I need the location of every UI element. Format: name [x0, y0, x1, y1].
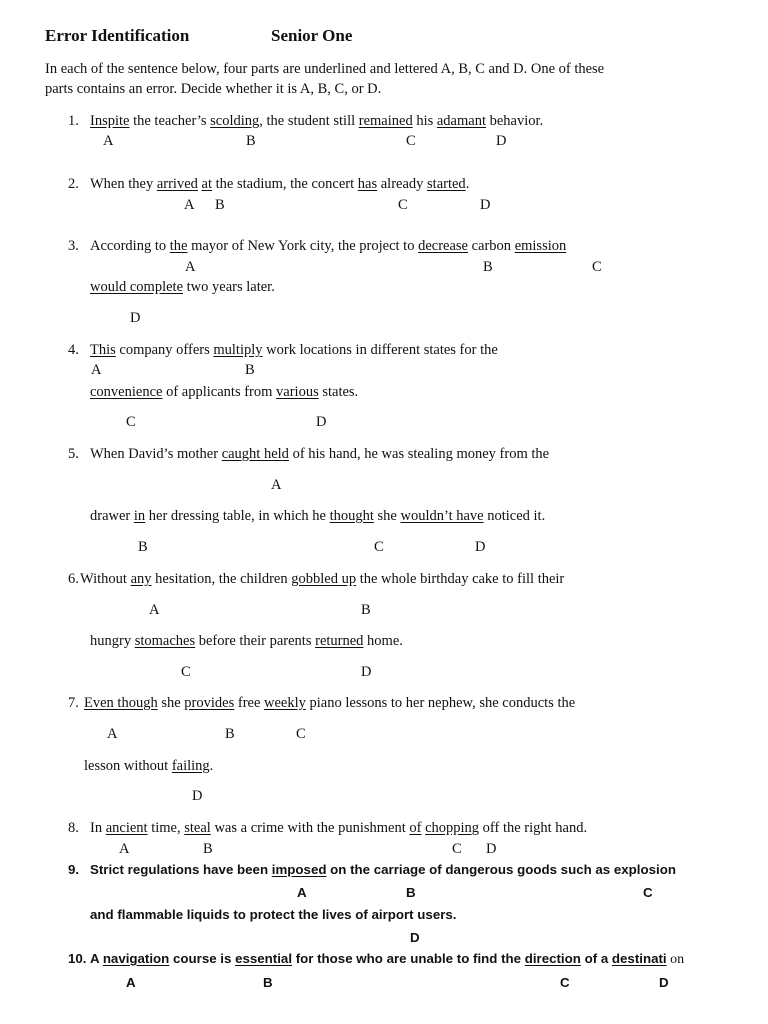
q4-part-b: multiply: [213, 342, 263, 358]
q7-letter-b: B: [225, 726, 235, 742]
question-1-number: 1.: [68, 113, 79, 129]
q3-letter-d: D: [130, 310, 141, 326]
q3-part-c: emission: [514, 238, 567, 254]
q2-part-a: arrived: [156, 176, 198, 192]
q10-part-c: direction: [524, 951, 581, 966]
question-1-sentence: Inspite the teacher’s scolding, the student still remained his adamant behavior.: [90, 113, 544, 129]
q7-letter-d: D: [192, 788, 203, 804]
q7-part-a: Even though: [84, 695, 158, 711]
q5-part-d: wouldn’t have: [400, 508, 484, 524]
q5-part-a: caught held: [221, 446, 289, 462]
q5-letter-b: B: [138, 539, 148, 555]
q8-letter-d: D: [486, 841, 497, 857]
q6-letter-b: B: [361, 602, 371, 618]
q8-letter-b: B: [203, 841, 213, 857]
question-3-sentence-line-2: would complete two years later.: [90, 279, 275, 295]
q1-letter-b: B: [246, 133, 256, 149]
q1-letter-c: C: [406, 133, 416, 149]
q3-letter-c: C: [592, 259, 602, 275]
worksheet-title: Error Identification: [45, 26, 190, 45]
q8-part-a: ancient: [105, 820, 148, 836]
q8-part-c: of: [409, 820, 422, 836]
q8-part-b: steal: [184, 820, 211, 836]
q10-letter-a: A: [126, 975, 136, 990]
q2-part-d: started: [427, 176, 466, 192]
q7-letter-c: C: [296, 726, 306, 742]
q1-part-a: Inspite: [90, 113, 130, 129]
q5-part-b: in: [133, 508, 146, 524]
q1-part-c: remained: [358, 113, 413, 129]
q10-letter-c: C: [560, 975, 570, 990]
question-6-number: 6.: [68, 571, 79, 587]
q5-letter-a: A: [271, 477, 282, 493]
q2-letter-c: C: [398, 197, 408, 213]
q1-letter-d: D: [496, 133, 507, 149]
question-6-sentence-line-2: hungry stomaches before their parents returned home.: [90, 633, 403, 649]
q7-part-b: provides: [184, 695, 235, 711]
q10-letter-d: D: [659, 975, 669, 990]
q7-part-d: failing: [171, 758, 210, 774]
q3-letter-b: B: [483, 259, 493, 275]
question-5-number: 5.: [68, 446, 79, 462]
q6-part-a: any: [130, 571, 152, 587]
q1-letter-a: A: [103, 133, 114, 149]
question-5-sentence-line-2: drawer in her dressing table, in which he thought she wouldn’t have noticed it.: [90, 508, 546, 524]
q10-part-d: destinati: [611, 951, 667, 966]
question-4-sentence-line-1: This company offers multiply work locations in different states for the: [90, 342, 498, 358]
question-9-sentence-line-1: Strict regulations have been imposed on the carriage of dangerous goods such as explosion: [90, 862, 676, 877]
q9-part-a: imposed: [271, 862, 327, 877]
q3-part-d: would complete: [90, 279, 184, 295]
q7-part-c: weekly: [264, 695, 306, 711]
q5-letter-d: D: [475, 539, 486, 555]
q6-part-c: stomaches: [134, 633, 196, 649]
q3-part-b: decrease: [418, 238, 468, 254]
q4-letter-d: D: [316, 414, 327, 430]
instructions-line-1: In each of the sentence below, four parts are underlined and lettered A, B, C and D. One of these: [45, 61, 605, 77]
q6-letter-d: D: [361, 664, 372, 680]
question-7-number: 7.: [68, 695, 79, 711]
question-8-sentence: In ancient time, steal was a crime with the punishment of chopping off the right hand.: [90, 820, 588, 836]
question-2-number: 2.: [68, 176, 79, 192]
q10-letter-b: B: [263, 975, 273, 990]
question-10-sentence: A navigation course is essential for those who are unable to find the direction of a destinati on: [90, 951, 685, 967]
q1-part-d: adamant: [436, 113, 486, 129]
q3-part-a: the: [169, 238, 188, 254]
q4-part-a: This: [90, 342, 116, 358]
q2-letter-b: B: [215, 197, 225, 213]
q6-letter-c: C: [181, 664, 191, 680]
q1-part-b: scolding: [210, 113, 260, 129]
q9-letter-d: D: [410, 930, 420, 945]
q6-part-d: returned: [315, 633, 364, 649]
question-9-sentence-line-2: and flammable liquids to protect the lives of airport users.: [90, 907, 457, 922]
q2-part-c: has: [357, 176, 378, 192]
q8-part-d: chopping: [425, 820, 480, 836]
q4-part-c: convenience: [90, 384, 163, 400]
question-10-number: 10.: [68, 951, 87, 966]
question-4-sentence-line-2: convenience of applicants from various states.: [90, 384, 359, 400]
q2-part-b: at: [201, 176, 212, 192]
q2-letter-d: D: [480, 197, 491, 213]
q9-letter-c: C: [643, 885, 653, 900]
q9-letter-a: A: [297, 885, 307, 900]
q10-part-b: essential: [235, 951, 293, 966]
instructions-line-2: parts contains an error. Decide whether it is A, B, C, or D.: [45, 81, 382, 97]
question-8-number: 8.: [68, 820, 79, 836]
question-3-number: 3.: [68, 238, 79, 254]
question-3-sentence-line-1: According to the mayor of New York city, the project to decrease carbon emission: [90, 238, 567, 254]
question-7-sentence-line-2: lesson without failing.: [84, 758, 214, 774]
q5-part-c: thought: [329, 508, 374, 524]
q4-part-d: various: [276, 384, 319, 400]
question-7-sentence-line-1: Even though she provides free weekly piano lessons to her nephew, she conducts the: [84, 695, 576, 711]
q6-part-b: gobbled up: [291, 571, 357, 587]
q8-letter-c: C: [452, 841, 462, 857]
q4-letter-a: A: [91, 362, 102, 378]
question-2-sentence: When they arrived at the stadium, the concert has already started.: [90, 176, 470, 192]
question-5-sentence-line-1: When David’s mother caught held of his hand, he was stealing money from the: [90, 446, 550, 462]
question-6-sentence-line-1: Without any hesitation, the children gobbled up the whole birthday cake to fill their: [80, 571, 565, 587]
q6-letter-a: A: [149, 602, 160, 618]
q2-letter-a: A: [184, 197, 195, 213]
q3-letter-a: A: [185, 259, 196, 275]
q4-letter-b: B: [245, 362, 255, 378]
question-9-number: 9.: [68, 862, 80, 877]
question-4-number: 4.: [68, 342, 79, 358]
q7-letter-a: A: [107, 726, 118, 742]
q10-part-a: navigation: [102, 951, 170, 966]
q5-letter-c: C: [374, 539, 384, 555]
q9-letter-b: B: [406, 885, 416, 900]
q4-letter-c: C: [126, 414, 136, 430]
worksheet-level: Senior One: [271, 26, 353, 45]
q8-letter-a: A: [119, 841, 130, 857]
